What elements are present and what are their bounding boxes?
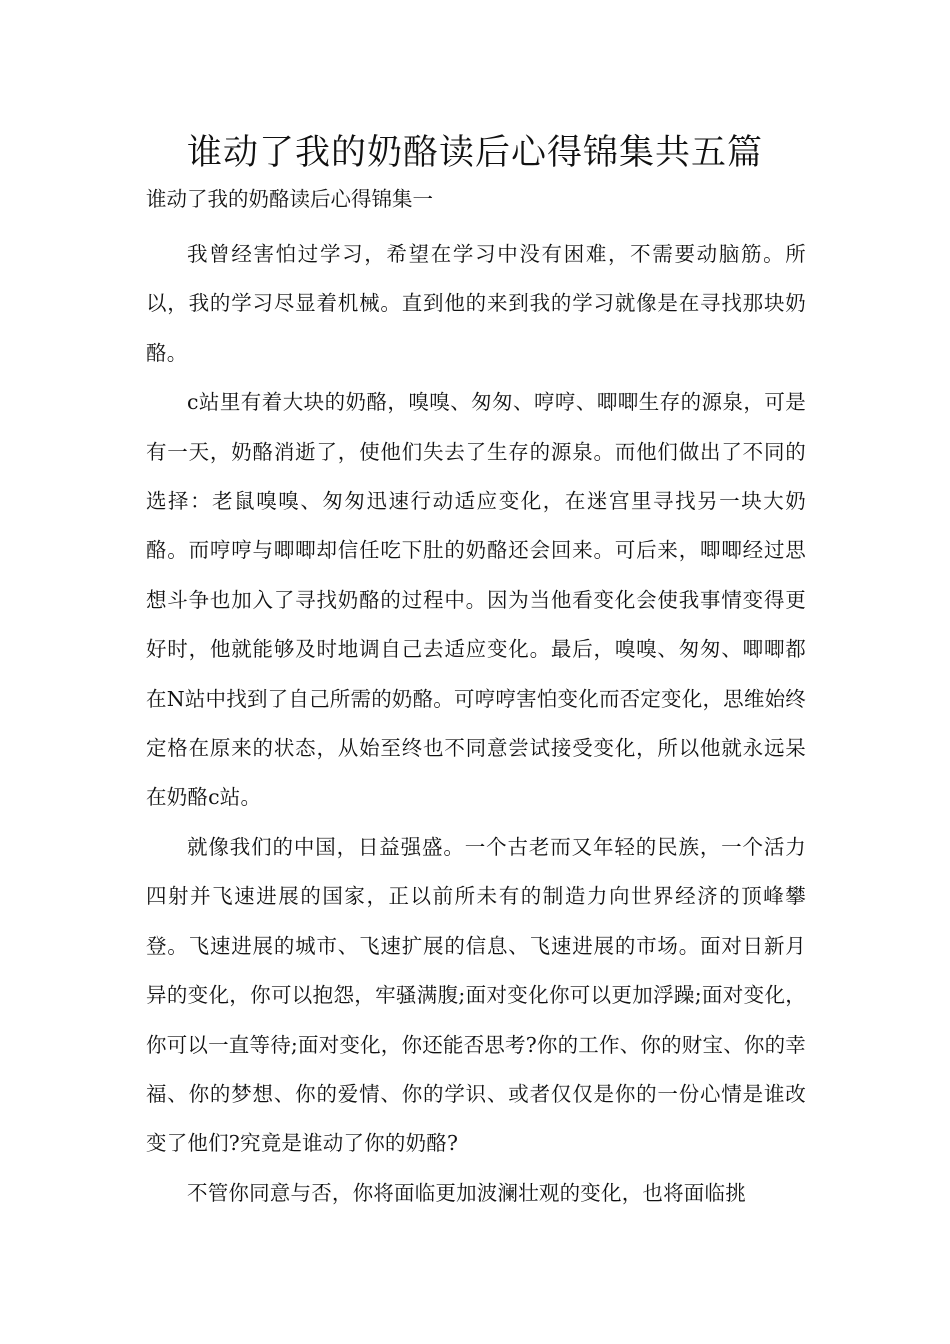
- document-title: 谁动了我的奶酪读后心得锦集共五篇: [186, 133, 763, 173]
- paragraph-4: 不管你同意与否，你将面临更加波澜壮观的变化，也将面临挑: [187, 1180, 746, 1205]
- paragraph-2: c站里有着大块的奶酪，嗅嗅、匆匆、哼哼、唧唧生存的源泉，可是有一天，奶酪消逝了，使他们失去了生存的源泉。而他们做出了不同的选择：老鼠嗅嗅、匆匆迅速行动适应变化，在迷宫里寻找另一块大奶酪。而哼哼与唧唧却信任吃下肚的奶酪还会回来。可后来，唧唧经过思想斗争也加入了寻找奶酪的过程中。因为当他看变化会使我事情变得更好时，他就能够及时地调自己去适应变化。最后，嗅嗅、匆匆、唧唧都在N站中找到了自己所需的奶酪。可哼哼害怕变化而否定变化，思维始终定格在原来的状态，从始至终也不同意尝试接受变化，所以他就永远呆在奶酪c站。: [146, 390, 806, 810]
- paragraph-3: 就像我们的中国，日益强盛。一个古老而又年轻的民族，一个活力四射并飞速进展的国家，正以前所未有的制造力向世界经济的顶峰攀登。飞速进展的城市、飞速扩展的信息、飞速进展的市场。面对日新月异的变化，你可以抱怨，牢骚满腹;面对变化你可以更加浮躁;面对变化，你可以一直等待;面对变化，你还能否思考?你的工作、你的财宝、你的幸福、你的梦想、你的爱情、你的学识、或者仅仅是你的一份心情是谁改变了他们?究竟是谁动了你的奶酪?: [146, 834, 806, 1156]
- body-text: [146, 230, 806, 1218]
- paragraph-1: 我曾经害怕过学习，希望在学习中没有困难，不需要动脑筋。所以，我的学习尽显着机械。直到他的来到我的学习就像是在寻找那块奶酪。: [146, 242, 806, 365]
- section-heading: 谁动了我的奶酪读后心得锦集一: [146, 187, 433, 211]
